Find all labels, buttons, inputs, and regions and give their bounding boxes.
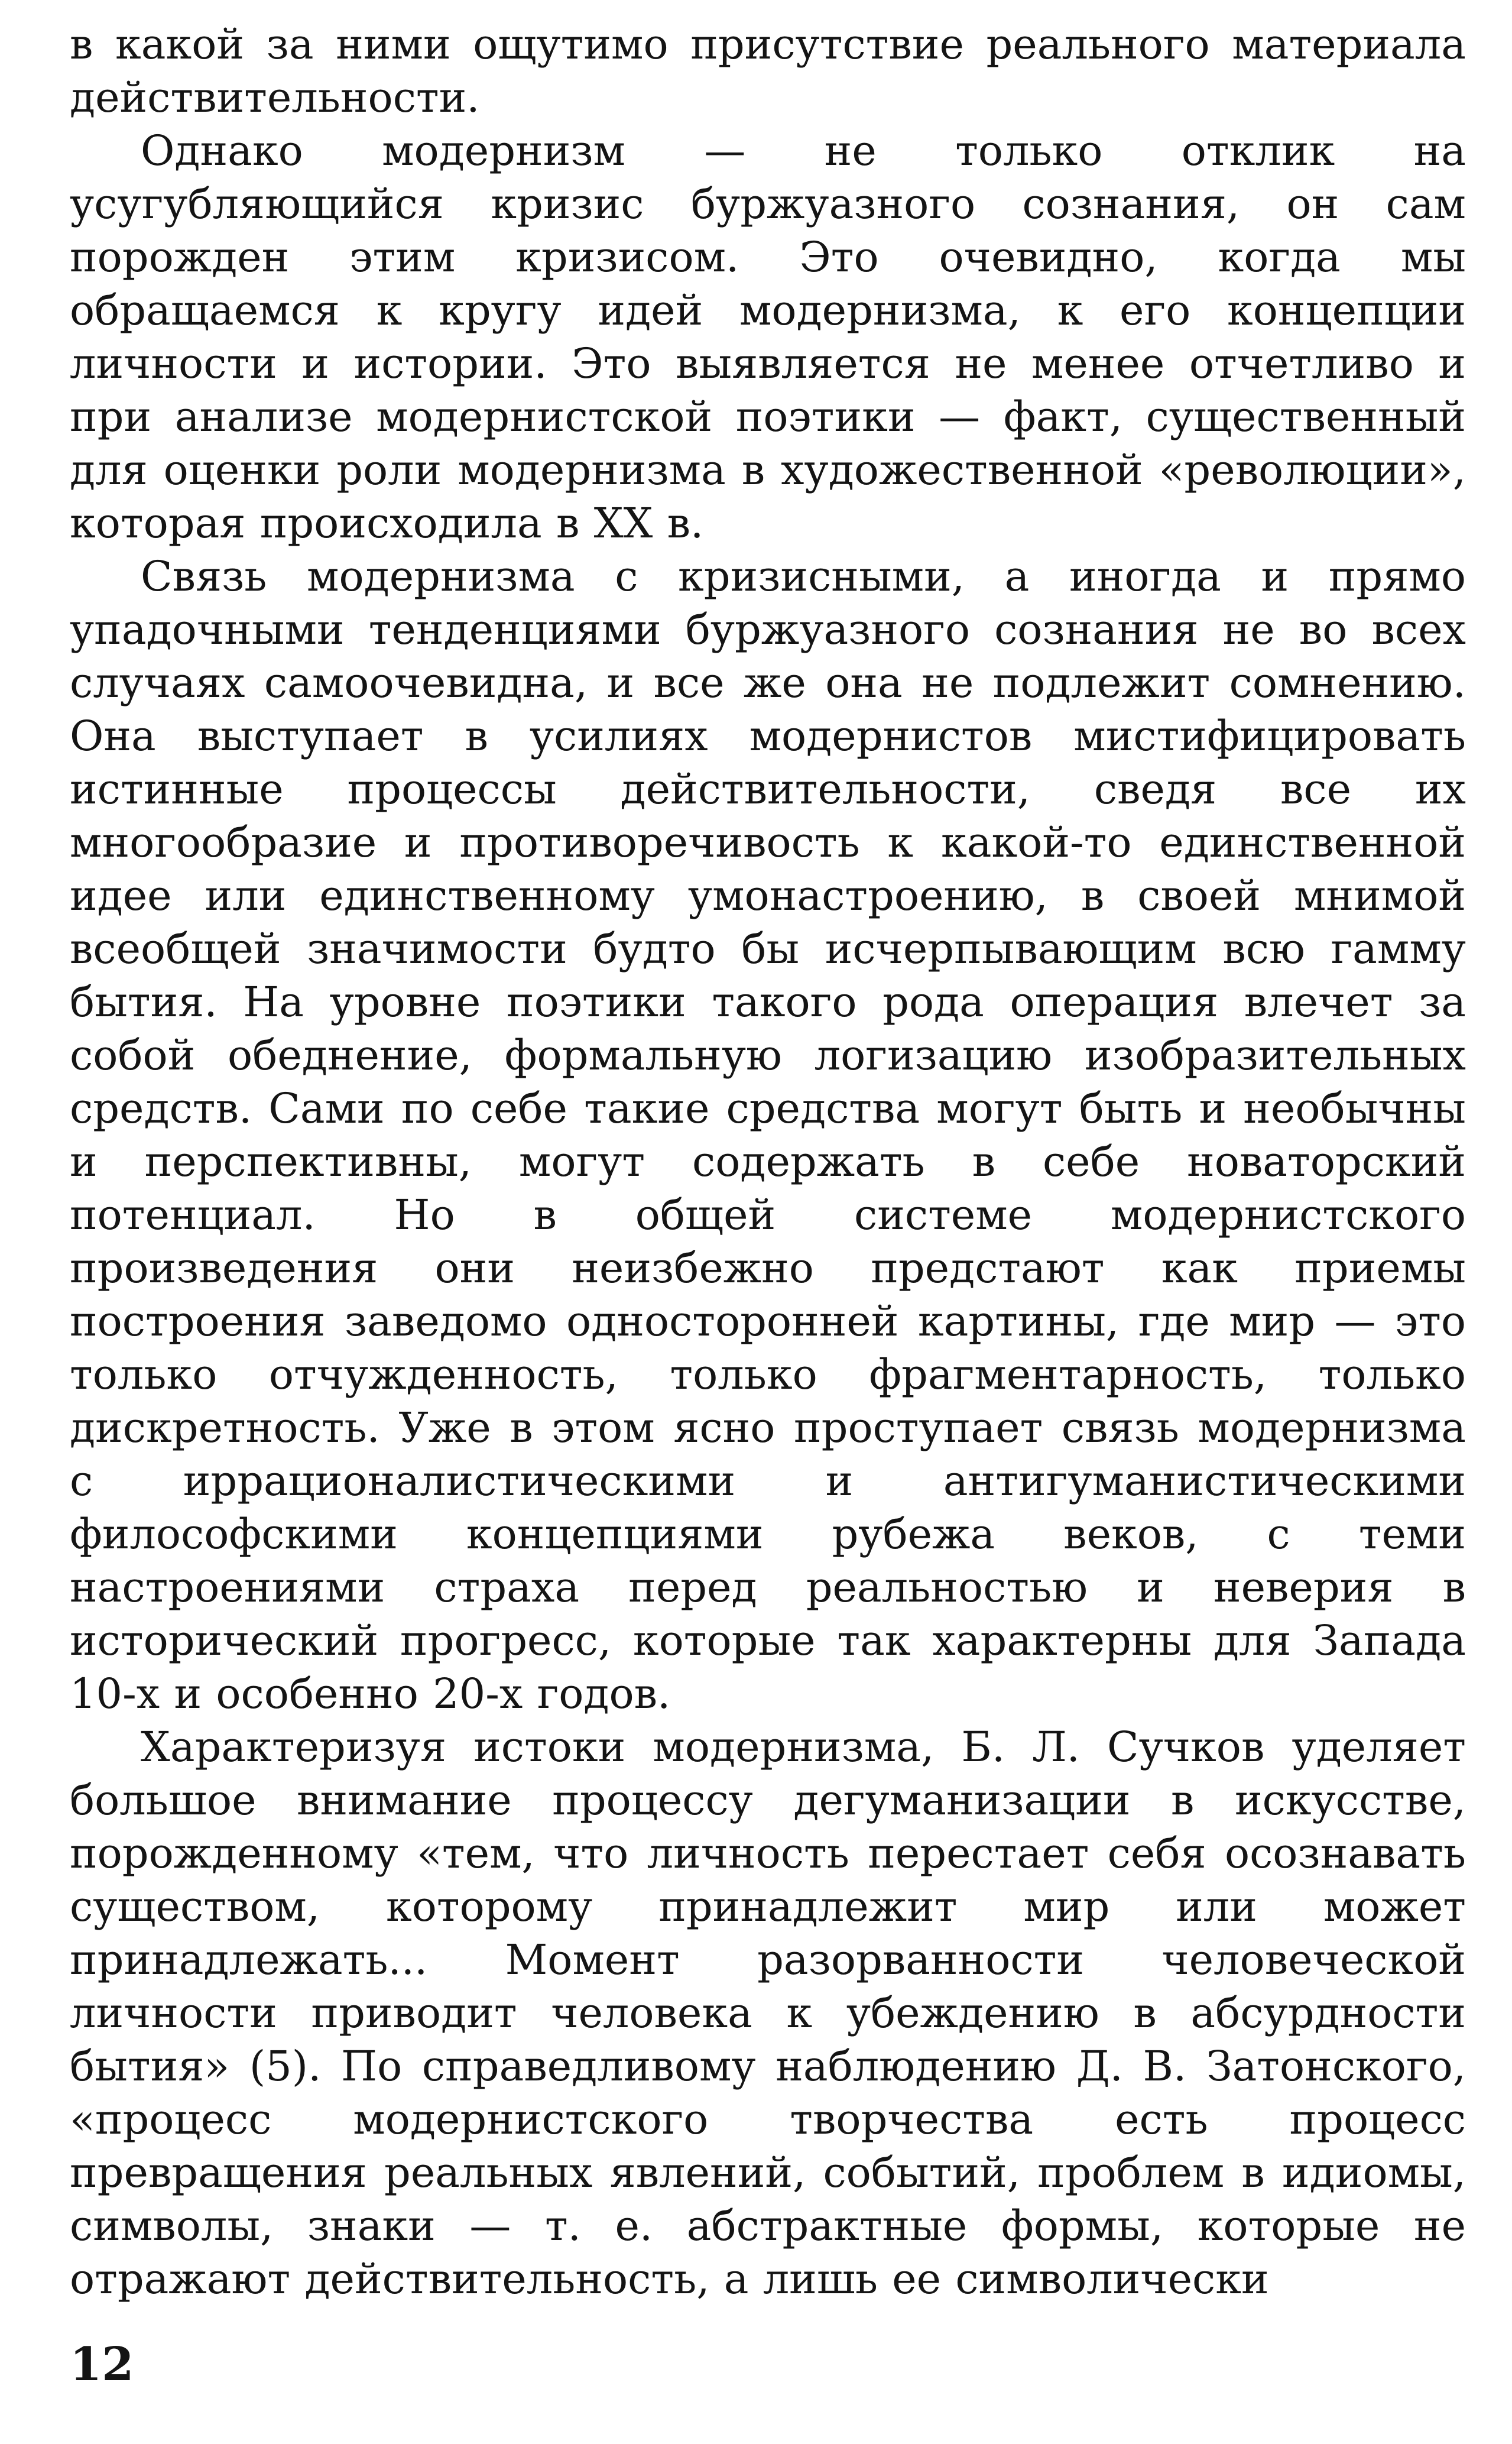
paragraph-modernism-decadence: Связь модернизма с кризисными, а иногда и прямо упадочными тенденциями буржуазного сознания не во всех случаях самоочевидна, и все же она не подлежит сомнению. Она выступает в усилиях модернистов мистифицировать истинные процессы действительности, сведя все их многообразие и противоречивость к какой-то единственной идее или единственному умонастроению, в своей мнимой всеобщей значимости будто бы исчерпывающим всю гамму бытия. На уровне поэтики такого рода операция влечет за собой обеднение, формальную логизацию изобразительных средств. Сами по себе такие средства могут быть и необычны и перспективны, могут содержать в себе новаторский потенциал. Но в общей системе модернистского произведения они неизбежно предстают как приемы построения заведомо односторонней картины, где мир — это только отчужденность, только фрагментарность, только дискретность. Уже в этом ясно проступает связь модернизма с иррационалистическими и антигуманистическими философскими концепциями рубежа веков, с теми настроениями страха перед реальностью и неверия в исторический прогресс, которые так характерны для Запада 10-х и особенно 20-х годов. (70, 552, 1466, 1718)
page-number: 12 (70, 2338, 134, 2391)
paragraph-dehumanization: Характеризуя истоки модернизма, Б. Л. Сучков уделяет большое внимание процессу дегуманизации в искусстве, порожденному «тем, что личность перестает себя осознавать существом, которому принадлежит мир или может принадлежать... Момент разорванности человеческой личности приводит человека к убеждению в абсурдности бытия» (5). По справедливому наблюдению Д. В. Затонского, «процесс модернистского творчества есть процесс превращения реальных явлений, событий, проблем в идиомы, символы, знаки — т. е. абстрактные формы, которые не отражают действительность, а лишь ее символически (70, 1723, 1466, 2303)
paragraph-continuation: в какой за ними ощутимо присутствие реального материала действительности. (70, 20, 1466, 122)
body-text (70, 18, 1466, 2306)
paragraph-modernism-crisis: Однако модернизм — не только отклик на усугубляющийся кризис буржуазного сознания, он сам порожден этим кризисом. Это очевидно, когда мы обращаемся к кругу идей модернизма, к его концепции личности и истории. Это выявляется не менее отчетливо и при анализе модернистской поэтики — факт, существенный для оценки роли модернизма в художественной «революции», которая происходила в XX в. (70, 127, 1466, 547)
